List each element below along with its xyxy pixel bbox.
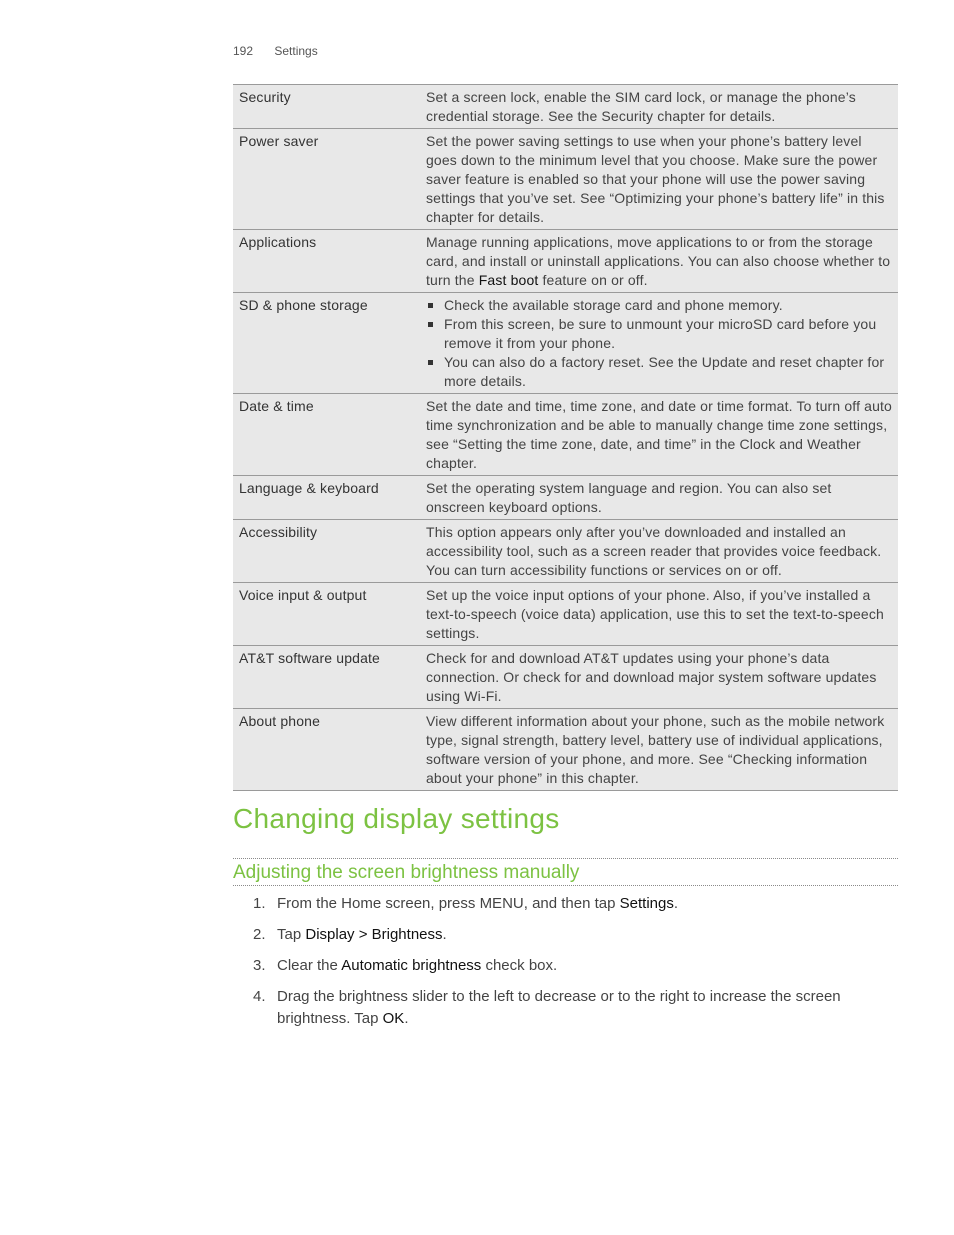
step-emphasis: OK (382, 1010, 405, 1027)
setting-name: Accessibility (233, 520, 420, 583)
step-text: . (673, 895, 679, 912)
list-item: From this screen, be sure to unmount your microSD card before you remove it from your phone. (426, 315, 892, 353)
step-number: 2. (253, 926, 266, 943)
step-number: 4. (253, 988, 266, 1005)
setting-name: Language & keyboard (233, 476, 420, 520)
step-text: check box. (481, 957, 558, 974)
table-row (233, 583, 898, 646)
desc-text: Manage running applications, move applications to or from the storage card, and install or uninstall applications. You can also choose whether to turn the (426, 234, 891, 288)
setting-description: View different information about your phone, such as the mobile network type, signal strength, battery level, battery use of individual applications, software version of your phone, and more. See “Checking information about your phone” in this chapter. (420, 709, 898, 791)
step-emphasis: Automatic brightness (341, 957, 482, 974)
setting-description: Set the power saving settings to use when your phone’s battery level goes down to the minimum level that you choose. Make sure the power saver feature is enabled so that your phone will use the power saving settings that you’ve set. See “Optimizing your phone’s battery life” in this chapter for details. (420, 129, 898, 230)
subsection-heading (233, 858, 898, 886)
subsection-title: Adjusting the screen brightness manually (233, 862, 580, 883)
setting-description (420, 293, 898, 394)
step-emphasis: Display > Brightness (305, 926, 443, 943)
list-item (233, 924, 898, 946)
settings-table (233, 84, 898, 791)
table-row (233, 129, 898, 230)
table-row (233, 476, 898, 520)
setting-name: Power saver (233, 129, 420, 230)
step-text: From the Home screen, press MENU, and then tap (277, 895, 620, 912)
table-row (233, 85, 898, 129)
setting-name: Applications (233, 230, 420, 293)
page-header (233, 44, 318, 58)
step-number: 3. (253, 957, 266, 974)
table-row (233, 646, 898, 709)
desc-text: feature on or off. (538, 272, 648, 288)
list-item (233, 893, 898, 915)
section-title: Changing display settings (233, 803, 560, 834)
step-text: . (404, 1010, 409, 1027)
setting-description: Set a screen lock, enable the SIM card lock, or manage the phone’s credential storage. See the Security chapter for details. (420, 85, 898, 129)
step-text: . (442, 926, 447, 943)
setting-description: Set up the voice input options of your phone. Also, if you’ve installed a text-to-speech (voice data) application, use this to set the text-to-speech settings. (420, 583, 898, 646)
setting-description: This option appears only after you’ve downloaded and installed an accessibility tool, such as a screen reader that provides voice feedback. You can turn accessibility functions or services on or off. (420, 520, 898, 583)
table-row (233, 709, 898, 791)
bullet-list (426, 296, 892, 391)
table-row (233, 520, 898, 583)
steps-list (233, 893, 898, 1039)
table-row (233, 230, 898, 293)
list-item (233, 955, 898, 977)
setting-description (420, 230, 898, 293)
setting-name: AT&T software update (233, 646, 420, 709)
setting-description: Set the date and time, time zone, and date or time format. To turn off auto time synchronization and be able to manually change time zone settings, see “Setting the time zone, date, and time” in the Clock and Weather chapter. (420, 394, 898, 476)
list-item (233, 986, 898, 1030)
setting-name: About phone (233, 709, 420, 791)
list-item: You can also do a factory reset. See the Update and reset chapter for more details. (426, 353, 892, 391)
table-row (233, 293, 898, 394)
setting-name: Voice input & output (233, 583, 420, 646)
setting-name: Date & time (233, 394, 420, 476)
step-emphasis: Settings (619, 895, 674, 912)
step-text: Tap (277, 926, 306, 943)
setting-name: Security (233, 85, 420, 129)
setting-name: SD & phone storage (233, 293, 420, 394)
table-row (233, 394, 898, 476)
step-text: Clear the (277, 957, 342, 974)
setting-description: Check for and download AT&T updates using your phone’s data connection. Or check for and download major system software updates using Wi-Fi. (420, 646, 898, 709)
list-item: Check the available storage card and phone memory. (426, 296, 892, 315)
step-number: 1. (253, 895, 266, 912)
setting-description: Set the operating system language and region. You can also set onscreen keyboard options. (420, 476, 898, 520)
header-section: Settings (274, 44, 318, 58)
fast-boot-label: Fast boot (478, 272, 539, 288)
step-text: Drag the brightness slider to the left to decrease or to the right to increase the screen brightness. Tap (277, 988, 841, 1027)
page-number: 192 (233, 44, 254, 58)
